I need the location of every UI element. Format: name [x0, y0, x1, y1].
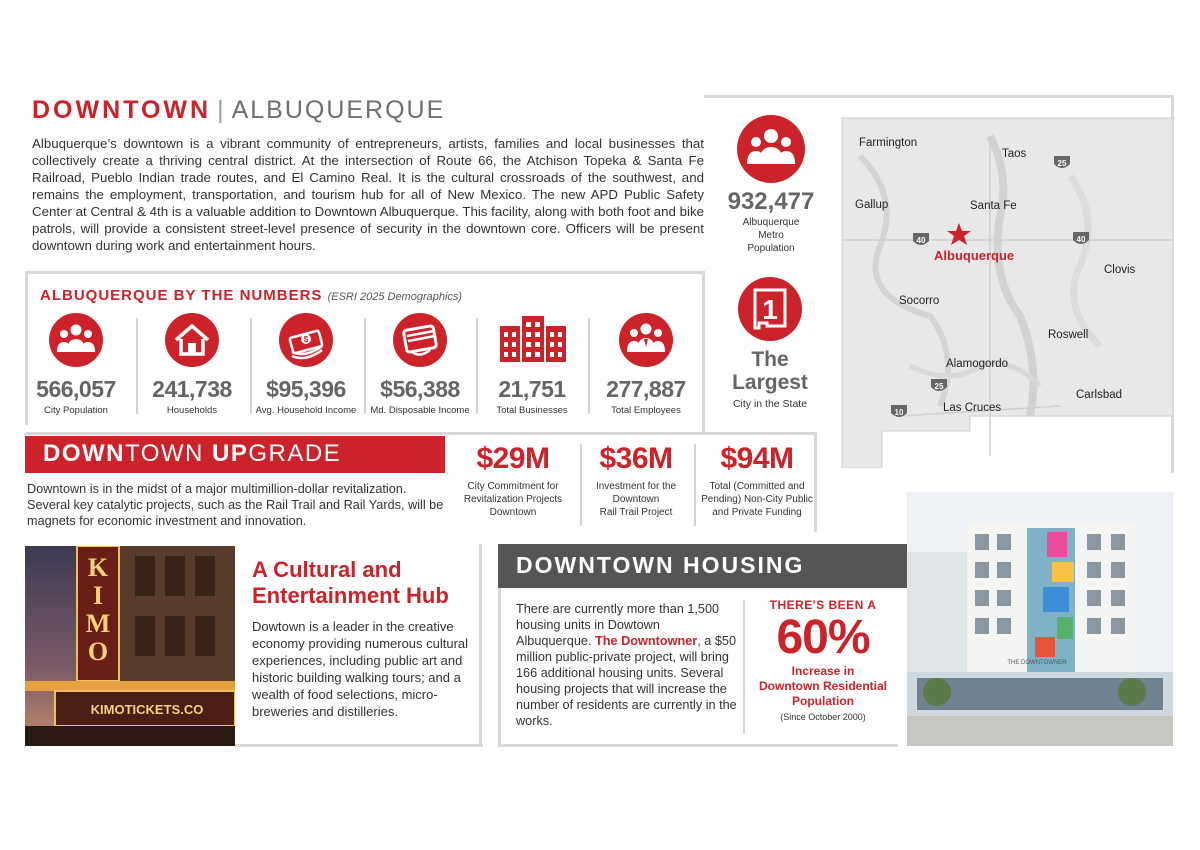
metro-label-2: Metro [758, 230, 784, 241]
money-label-2: Pending) Non-City Public [701, 494, 813, 505]
money-label-1: Investment for the [595, 481, 677, 492]
city-socorro: Socorro [899, 295, 940, 307]
stat-label: Households [166, 405, 218, 416]
city-taos: Taos [1002, 148, 1027, 160]
wallet-icon [392, 312, 448, 368]
new-mexico-map [840, 116, 1173, 468]
money-label-3: Downtown [489, 507, 537, 518]
percent-value: 60% [776, 611, 870, 664]
housing-text-after: , a $50 million public-private project, will bring 166 additional housing units. Several housing projects that will increase the number of residents are currently in the works. [516, 634, 737, 728]
kimo-theatre-photo [25, 546, 235, 746]
money-label-2: Revitalization Projects [463, 494, 563, 505]
metro-label-3: Population [747, 243, 795, 254]
largest-line-1: The [751, 348, 789, 371]
stat-value: 241,738 [152, 376, 232, 402]
stat-household-income [250, 312, 362, 416]
housing-paragraph [516, 601, 738, 729]
numbers-heading [40, 287, 462, 304]
housing-left-rule [498, 586, 501, 747]
largest-line-2: Largest [732, 371, 808, 394]
money-label-2: Downtown [612, 494, 660, 505]
money-label-3: and Private Funding [712, 507, 802, 518]
numbers-bottom-rule [25, 432, 817, 435]
kimo-letter-o: O [87, 637, 109, 666]
largest-label: City in the State [732, 398, 808, 410]
city-gallup: Gallup [855, 199, 889, 211]
money-label-3: Rail Trail Project [599, 507, 673, 518]
percent-since: (Since October 2000) [780, 712, 866, 722]
cultural-hub-title-line-2: Entertainment Hub [252, 583, 449, 608]
housing-percent-stat [748, 598, 898, 722]
stat-value: $95,396 [266, 376, 346, 402]
stat-value: 277,887 [606, 376, 686, 402]
housing-divider [743, 600, 745, 734]
percent-desc-3: Population [792, 694, 854, 708]
money-label-1: Total (Committed and [709, 481, 805, 492]
svg-text:25: 25 [1057, 159, 1067, 168]
title-downtown: DOWNTOWN [32, 96, 212, 124]
stat-businesses [476, 312, 588, 416]
kimo-marquee: KIMOTICKETS.CO [90, 702, 204, 717]
money-value: $29M [476, 442, 550, 475]
upgrade-banner [25, 436, 445, 473]
cultural-hub-title [252, 557, 482, 609]
employees-icon [618, 312, 674, 368]
largest-badge-number: 1 [762, 294, 778, 325]
upgrade-banner-light-1: TOWN [124, 440, 213, 467]
housing-highlight: The Downtowner [595, 634, 698, 648]
upgrade-banner-bold-1: DOWN [43, 440, 125, 467]
upgrade-banner-light-2: GRADE [248, 440, 342, 467]
upgrade-paragraph: Downtown is in the midst of a major multimillion-dollar revitalization. Several key catalytic projects, such as the Rail Trail and Rail Yards, will be magnets for economic investment and innovation. [27, 482, 444, 528]
stat-value: 566,057 [36, 376, 116, 402]
cultural-hub-title-line-1: A Cultural and [252, 557, 402, 582]
money-stat-94m [696, 442, 818, 519]
kimo-letter-m: M [85, 609, 111, 638]
title-separator: | [217, 96, 226, 124]
kimo-letter-i: I [92, 581, 104, 610]
intro-paragraph: Albuquerque’s downtown is a vibrant community of entrepreneurs, artists, families and local businesses that collectively create a thriving central district. At the intersection of Route 66, the Atchison Topeka & Santa Fe Railroad, Pueblo Indian trade routes, and El Camino Real. It is the cultural crossroads of the southwest, and remains the employment, transportation, and tourism hub for all of New Mexico. The new APD Public Safety Center at Central & 4th is a valuable addition to Downtown Albuquerque. This facility, along with both foot and bike patrols, will provide a consistent street-level presence of security in the downtown core. Officers will be present downtown during work and entertainment hours. [32, 136, 704, 253]
city-clovis: Clovis [1104, 264, 1136, 276]
cultural-hub-paragraph: Dowtown is a leader in the creative economy providing numerous cultural experiences, including public art and historic building walking tours; and a wealth of food selections, micro-breweries and distilleries. [252, 619, 469, 719]
stat-label: Total Businesses [496, 405, 568, 416]
top-right-rule [704, 95, 1174, 98]
hub-bottom-rule [235, 744, 483, 747]
stat-label: Avg. Household Income [255, 405, 357, 416]
page-title [32, 96, 445, 125]
city-santa-fe: Santa Fe [970, 200, 1017, 212]
money-value: $36M [599, 442, 673, 475]
stat-label: Md. Disposable Income [370, 405, 470, 416]
money-label-1: City Commitment for [467, 481, 559, 492]
city-las-cruces: Las Cruces [943, 402, 1002, 414]
money-stat-29m [452, 442, 574, 519]
kimo-letter-k: K [87, 553, 109, 582]
money-value: $94M [720, 442, 794, 475]
city-farmington: Farmington [859, 137, 918, 149]
metro-label-1: Albuquerque [742, 217, 800, 228]
people-group-icon [736, 114, 806, 184]
numbers-right-rule [702, 271, 705, 435]
people-group-icon [48, 312, 104, 368]
building-sign: THE DOWNTOWNER [1007, 660, 1067, 666]
percent-pre: THERE'S BEEN A [769, 598, 877, 612]
upgrade-banner-bold-2: UP [212, 440, 249, 467]
stat-city-population [20, 312, 132, 416]
svg-text:40: 40 [1076, 235, 1086, 244]
intro-bottom-rule [25, 271, 705, 274]
stat-households [136, 312, 248, 416]
new-mexico-number-one-icon [737, 276, 803, 342]
stat-label: City Population [44, 405, 108, 416]
city-albuquerque: Albuquerque [934, 248, 1015, 263]
housing-bottom-rule [498, 744, 898, 747]
stat-value: 21,751 [498, 376, 566, 402]
svg-text:25: 25 [934, 382, 944, 391]
svg-text:40: 40 [916, 236, 926, 245]
city-roswell: Roswell [1048, 329, 1089, 341]
percent-desc-1: Increase in [791, 664, 855, 678]
money-stat-36m [576, 442, 696, 519]
city-alamogordo: Alamogordo [946, 358, 1009, 370]
stat-disposable-income [364, 312, 476, 416]
downtowner-building-rendering [907, 492, 1173, 746]
stat-label: Total Employees [611, 405, 681, 416]
svg-text:$: $ [303, 335, 309, 344]
numbers-note: (ESRI 2025 Demographics) [327, 291, 463, 303]
metro-population-stat [724, 114, 818, 255]
metro-value: 932,477 [727, 188, 815, 215]
percent-desc-2: Downtown Residential [758, 679, 887, 693]
numbers-title: ALBUQUERQUE BY THE NUMBERS [40, 287, 323, 304]
largest-city-stat [722, 276, 818, 410]
stat-value: $56,388 [380, 376, 460, 402]
money-stack-icon [278, 312, 334, 368]
buildings-icon [496, 312, 568, 368]
housing-banner: DOWNTOWN HOUSING [498, 544, 908, 588]
housing-text-before: There are currently more than 1,500 housing units in Dowtown Albuquerque. [516, 602, 720, 648]
title-city: ALBUQUERQUE [231, 96, 446, 124]
svg-text:10: 10 [894, 408, 904, 417]
city-carlsbad: Carlsbad [1076, 389, 1123, 401]
stat-employees [590, 312, 702, 416]
house-icon [164, 312, 220, 368]
